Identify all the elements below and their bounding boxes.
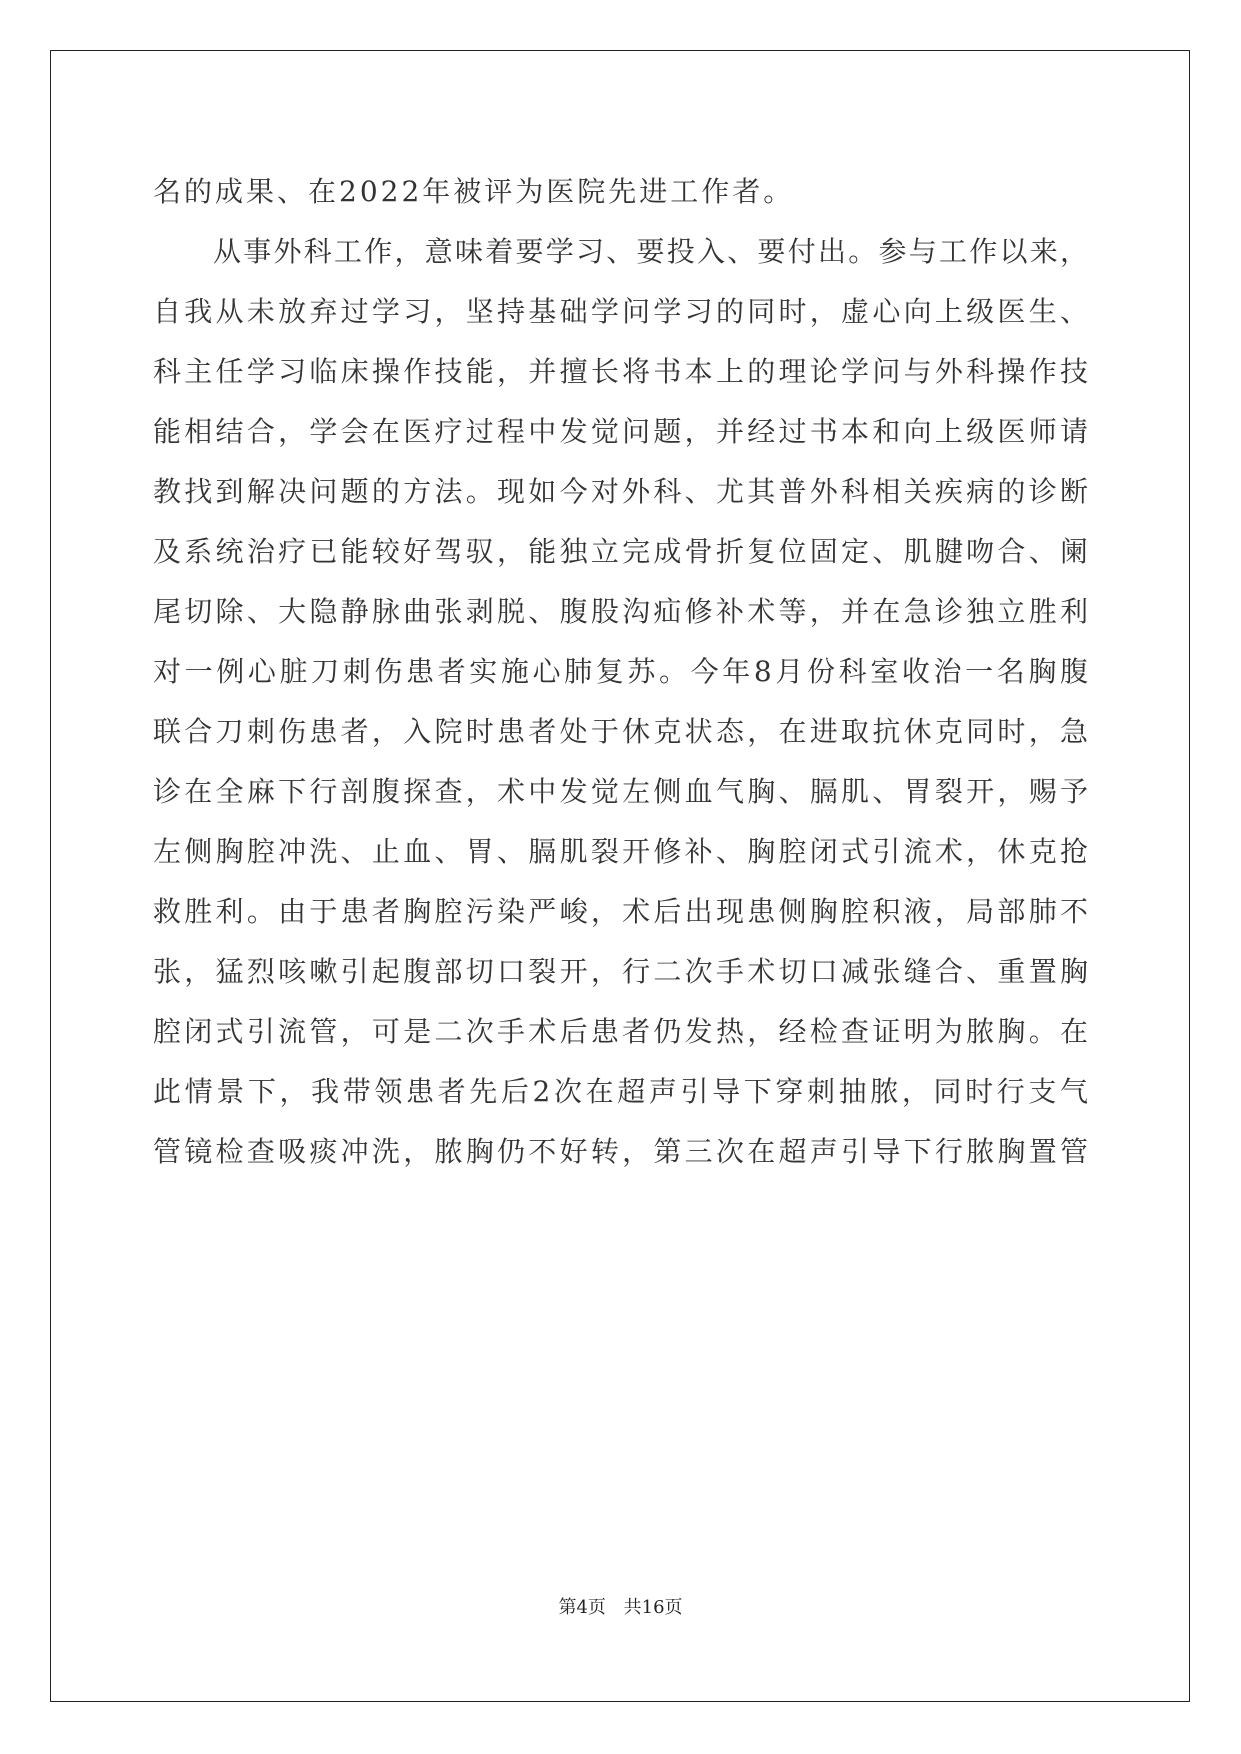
text-line: 及系统治疗已能较好驾驭，能独立完成骨折复位固定、肌腱吻合、阑 [153,535,1088,568]
page-number-total: 共16页 [623,1597,683,1618]
text-line: 名的成果、在2022年被评为医院先进工作者。 [153,175,795,208]
text-line: 能相结合，学会在医疗过程中发觉问题，并经过书本和向上级医师请 [153,415,1088,448]
text-line: 救胜利。由于患者胸腔污染严峻，术后出现患侧胸腔积液，局部肺不 [153,895,1088,928]
text-line: 左侧胸腔冲洗、止血、胃、膈肌裂开修补、胸腔闭式引流术，休克抢 [153,835,1088,868]
text-line: 联合刀刺伤患者，入院时患者处于休克状态，在进取抗休克同时，急 [153,715,1088,748]
text-line: 科主任学习临床操作技能，并擅长将书本上的理论学问与外科操作技 [153,355,1088,388]
text-line: 自我从未放弃过学习，坚持基础学问学习的同时，虚心向上级医生、 [153,295,1088,328]
text-line: 尾切除、大隐静脉曲张剥脱、腹股沟疝修补术等，并在急诊独立胜利 [153,595,1088,628]
document-body [153,162,1088,1182]
text-line: 对一例心脏刀刺伤患者实施心肺复苏。今年8月份科室收治一名胸腹 [153,655,1088,688]
text-line: 诊在全麻下行剖腹探查，术中发觉左侧血气胸、膈肌、胃裂开，赐予 [153,775,1088,808]
text-line: 管镜检查吸痰冲洗，脓胸仍不好转，第三次在超声引导下行脓胸置管 [153,1135,1088,1168]
text-line: 腔闭式引流管，可是二次手术后患者仍发热，经检查证明为脓胸。在 [153,1015,1088,1048]
text-line: 张，猛烈咳嗽引起腹部切口裂开，行二次手术切口减张缝合、重置胸 [153,955,1088,988]
text-line: 从事外科工作，意味着要学习、要投入、要付出。参与工作以来， [213,235,1088,268]
text-line: 此情景下，我带领患者先后2次在超声引导下穿刺抽脓，同时行支气 [153,1075,1088,1108]
text-line: 教找到解决问题的方法。现如今对外科、尤其普外科相关疾病的诊断 [153,475,1088,508]
page-footer [0,1593,1241,1619]
page-number-current: 第4页 [558,1597,606,1618]
